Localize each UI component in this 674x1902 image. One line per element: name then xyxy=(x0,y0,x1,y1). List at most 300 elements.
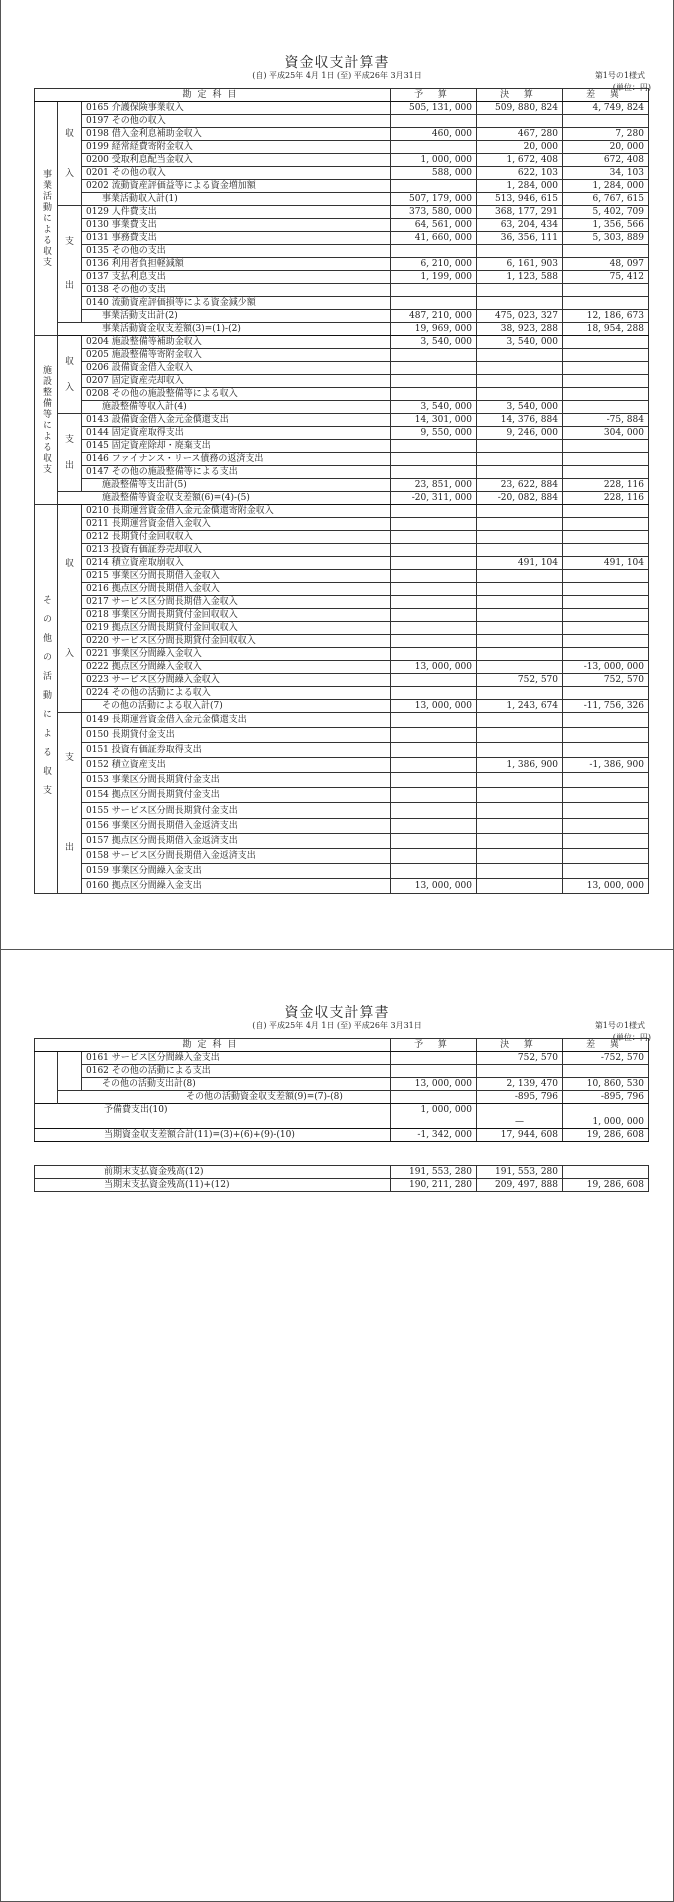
budget-value: 64, 561, 000 xyxy=(391,219,477,232)
actual-value: 209, 497, 888 xyxy=(477,1179,563,1192)
account-label: 0161 サービス区分間繰入金支出 xyxy=(82,1052,391,1065)
diff-value xyxy=(563,375,649,388)
subtotal-label: その他の活動による収入計(7) xyxy=(82,700,391,713)
account-label: 0147 その他の施設整備等による支出 xyxy=(82,466,391,479)
table-row xyxy=(35,128,649,141)
diff-value xyxy=(563,863,649,878)
table-row xyxy=(35,583,649,596)
section-label-cell xyxy=(35,1052,58,1104)
actual-value: 1, 243, 674 xyxy=(477,700,563,713)
actual-value xyxy=(477,833,563,848)
actual-value: 2, 139, 470 xyxy=(477,1078,563,1091)
budget-value xyxy=(391,743,477,758)
period: (自) 平成25年 4月 1日 (至) 平成26年 3月31日 xyxy=(252,1021,422,1030)
account-label: 0157 拠点区分間長期借入金返済支出 xyxy=(82,833,391,848)
diff-value xyxy=(563,518,649,531)
actual-value xyxy=(477,609,563,622)
table-row xyxy=(35,648,649,661)
diff-value: -11, 756, 326 xyxy=(563,700,649,713)
diff-value: 34, 103 xyxy=(563,167,649,180)
account-label: 0146 ファイナンス・リース債務の返済支出 xyxy=(82,453,391,466)
budget-value: 41, 660, 000 xyxy=(391,232,477,245)
diff-value: 13, 000, 000 xyxy=(563,878,649,893)
account-label: 0220 サービス区分間長期貸付金回収収入 xyxy=(82,635,391,648)
diff-value: 18, 954, 288 xyxy=(563,323,649,336)
account-label: 0158 サービス区分間長期借入金返済支出 xyxy=(82,848,391,863)
budget-value: 9, 550, 000 xyxy=(391,427,477,440)
actual-value: 23, 622, 884 xyxy=(477,479,563,492)
diff-value xyxy=(563,833,649,848)
expense-group-label-char: 支 xyxy=(64,434,74,445)
actual-value: 6, 161, 903 xyxy=(477,258,563,271)
actual-value: 17, 944, 608 xyxy=(477,1129,563,1142)
diff-value: 5, 402, 709 xyxy=(563,206,649,219)
table-row xyxy=(35,232,649,245)
diff-value: -13, 000, 000 xyxy=(563,661,649,674)
table-row xyxy=(35,167,649,180)
actual-value: 20, 000 xyxy=(477,141,563,154)
actual-value: 38, 923, 288 xyxy=(477,323,563,336)
actual-value xyxy=(477,583,563,596)
budget-value xyxy=(391,362,477,375)
actual-value xyxy=(477,349,563,362)
table-row xyxy=(35,440,649,453)
table-row xyxy=(35,687,649,700)
actual-value xyxy=(477,388,563,401)
subtotal-row xyxy=(35,700,649,713)
header-account: 勘定科目 xyxy=(35,89,391,102)
budget-value xyxy=(391,713,477,728)
account-label: 0200 受取利息配当金収入 xyxy=(82,154,391,167)
diff-value: -75, 884 xyxy=(563,414,649,427)
diff-value xyxy=(563,336,649,349)
diff-value: 491, 104 xyxy=(563,557,649,570)
budget-value: 13, 000, 000 xyxy=(391,878,477,893)
income-group-label-char: 収 xyxy=(64,356,74,367)
table-header xyxy=(35,89,649,102)
table-row xyxy=(35,414,649,427)
diff-value xyxy=(563,362,649,375)
budget-value xyxy=(391,609,477,622)
diff-value: 75, 412 xyxy=(563,271,649,284)
actual-value xyxy=(477,803,563,818)
account-label: 0217 サービス区分間長期借入金収入 xyxy=(82,596,391,609)
actual-value xyxy=(477,661,563,674)
budget-value: 13, 000, 000 xyxy=(391,661,477,674)
actual-value xyxy=(477,440,563,453)
account-label: 0216 拠点区分間長期借入金収入 xyxy=(82,583,391,596)
table-row xyxy=(35,728,649,743)
budget-value: -1, 342, 000 xyxy=(391,1129,477,1142)
expense-group-label-char: 出 xyxy=(64,460,74,471)
budget-value xyxy=(391,388,477,401)
diff-value xyxy=(563,635,649,648)
diff-value xyxy=(563,596,649,609)
budget-value: 460, 000 xyxy=(391,128,477,141)
account-label: 0212 長期貸付金回収収入 xyxy=(82,531,391,544)
diff-value xyxy=(563,570,649,583)
section-label-text: その他の活動による収支 xyxy=(41,594,51,804)
account-label: 0143 設備資金借入金元金償還支出 xyxy=(82,414,391,427)
document-title: 資金収支計算書 xyxy=(284,1005,390,1021)
table-row xyxy=(35,258,649,271)
account-label: 0153 事業区分間長期貸付金支出 xyxy=(82,773,391,788)
account-label: 0218 事業区分間長期貸付金回収収入 xyxy=(82,609,391,622)
account-label: 0130 事業費支出 xyxy=(82,219,391,232)
account-label: 0131 事務費支出 xyxy=(82,232,391,245)
table-row xyxy=(35,878,649,893)
table-row xyxy=(35,1052,649,1065)
diff-value xyxy=(563,1065,649,1078)
actual-value xyxy=(477,518,563,531)
account-label: 0222 拠点区分間繰入金収入 xyxy=(82,661,391,674)
diff-value: 19, 286, 608 xyxy=(563,1179,649,1192)
budget-value: 3, 540, 000 xyxy=(391,336,477,349)
table-row xyxy=(35,206,649,219)
page-2 xyxy=(0,950,674,1902)
table-row xyxy=(35,788,649,803)
actual-value xyxy=(477,570,563,583)
account-label: 0150 長期貸付金支出 xyxy=(82,728,391,743)
table-row xyxy=(35,622,649,635)
diff-value: 4, 749, 824 xyxy=(563,102,649,115)
section-label-other xyxy=(35,505,58,894)
account-label: 0221 事業区分間繰入金収入 xyxy=(82,648,391,661)
account-label: 0207 固定資産売却収入 xyxy=(82,375,391,388)
expense-group-label-char: 出 xyxy=(64,843,74,853)
diff-value xyxy=(563,453,649,466)
budget-value: -20, 311, 000 xyxy=(391,492,477,505)
budget-value xyxy=(391,833,477,848)
budget-value: 1, 000, 000 xyxy=(391,1104,477,1129)
table-row xyxy=(35,635,649,648)
subtotal-row xyxy=(35,401,649,414)
budget-value: 1, 000, 000 xyxy=(391,154,477,167)
balance-row xyxy=(35,492,649,505)
subtotal-label: 施設整備等収入計(4) xyxy=(82,401,391,414)
document-title: 資金収支計算書 xyxy=(284,55,390,71)
budget-value xyxy=(391,674,477,687)
actual-value xyxy=(477,743,563,758)
balance-label: 事業活動資金収支差額(3)=(1)-(2) xyxy=(58,323,391,336)
account-label: 0140 流動資産評価損等による資金減少額 xyxy=(82,297,391,310)
budget-value xyxy=(391,803,477,818)
budget-value: 487, 210, 000 xyxy=(391,310,477,323)
actual-value xyxy=(477,544,563,557)
diff-value: -895, 796 xyxy=(563,1091,649,1104)
actual-value: -895, 796 xyxy=(477,1091,563,1104)
subtotal-label: 事業活動収入計(1) xyxy=(82,193,391,206)
actual-value xyxy=(477,115,563,128)
grand-total-label: 当期資金収支差額合計(11)=(3)+(6)+(9)-(10) xyxy=(35,1129,391,1142)
income-group-label xyxy=(58,505,82,713)
table-row xyxy=(35,570,649,583)
diff-value xyxy=(563,818,649,833)
diff-value xyxy=(563,440,649,453)
prev-balance-label: 前期末支払資金残高(12) xyxy=(35,1166,391,1179)
diff-value xyxy=(563,583,649,596)
actual-value: 475, 023, 327 xyxy=(477,310,563,323)
table-row xyxy=(35,362,649,375)
actual-value: 752, 570 xyxy=(477,674,563,687)
actual-value xyxy=(477,622,563,635)
actual-value xyxy=(477,728,563,743)
expense-group-label xyxy=(58,713,82,894)
header-account: 勘定科目 xyxy=(35,1039,391,1052)
budget-value: 588, 000 xyxy=(391,167,477,180)
subtotal-label: その他の活動支出計(8) xyxy=(82,1078,391,1091)
account-label: 0211 長期運営資金借入金収入 xyxy=(82,518,391,531)
diff-value: 12, 186, 673 xyxy=(563,310,649,323)
account-label: 0205 施設整備等寄附金収入 xyxy=(82,349,391,362)
diff-value: -1, 386, 900 xyxy=(563,758,649,773)
actual-value xyxy=(477,531,563,544)
diff-value: 10, 860, 530 xyxy=(563,1078,649,1091)
table-row xyxy=(35,297,649,310)
table-row xyxy=(35,180,649,193)
section-label-text: 施設整備等による収支 xyxy=(41,365,51,475)
actual-value: 3, 540, 000 xyxy=(477,401,563,414)
diff-value: 672, 408 xyxy=(563,154,649,167)
actual-value: 752, 570 xyxy=(477,1052,563,1065)
table-row xyxy=(35,773,649,788)
income-group-label-char: 入 xyxy=(64,168,74,179)
diff-value: 5, 303, 889 xyxy=(563,232,649,245)
group-label-cell xyxy=(58,1052,82,1091)
table-row xyxy=(35,284,649,297)
actual-value xyxy=(477,713,563,728)
diff-value: 304, 000 xyxy=(563,427,649,440)
account-label: 0156 事業区分間長期借入金返済支出 xyxy=(82,818,391,833)
reserve-label: 予備費支出(10) xyxy=(35,1104,391,1129)
subtotal-row xyxy=(35,1078,649,1091)
diff-value xyxy=(563,1166,649,1179)
budget-value xyxy=(391,115,477,128)
budget-value: 6, 210, 000 xyxy=(391,258,477,271)
table-row xyxy=(35,427,649,440)
table-row xyxy=(35,661,649,674)
expense-group-label-char: 出 xyxy=(64,281,74,291)
reserve-row xyxy=(35,1104,649,1129)
diff-value xyxy=(563,728,649,743)
diff-value xyxy=(563,245,649,258)
budget-value xyxy=(391,141,477,154)
subtotal-label: 施設整備等支出計(5) xyxy=(82,479,391,492)
account-label: 0202 流動資産評価益等による資金増加額 xyxy=(82,180,391,193)
diff-value xyxy=(563,115,649,128)
table-row xyxy=(35,1065,649,1078)
actual-value: — xyxy=(477,1104,563,1129)
budget-value xyxy=(391,773,477,788)
actual-value xyxy=(477,245,563,258)
table-row xyxy=(35,848,649,863)
account-label: 0152 積立資産支出 xyxy=(82,758,391,773)
actual-value xyxy=(477,362,563,375)
diff-value xyxy=(563,713,649,728)
table-row xyxy=(35,102,649,115)
subtotal-row xyxy=(35,479,649,492)
account-label: 0165 介護保険事業収入 xyxy=(82,102,391,115)
budget-value xyxy=(391,505,477,518)
diff-value: 20, 000 xyxy=(563,141,649,154)
budget-value: 1, 199, 000 xyxy=(391,271,477,284)
diff-value: 1, 000, 000 xyxy=(563,1104,649,1129)
section-label-facility xyxy=(35,336,58,505)
table-row xyxy=(35,141,649,154)
budget-value: 191, 553, 280 xyxy=(391,1166,477,1179)
table-row xyxy=(35,833,649,848)
actual-value: 622, 103 xyxy=(477,167,563,180)
diff-value xyxy=(563,297,649,310)
table-row xyxy=(35,596,649,609)
account-label: 0138 その他の支出 xyxy=(82,284,391,297)
diff-value xyxy=(563,401,649,414)
actual-value xyxy=(477,818,563,833)
diff-value xyxy=(563,505,649,518)
actual-value xyxy=(477,648,563,661)
form-number: 第1号の1様式 xyxy=(594,1021,645,1030)
budget-value xyxy=(391,622,477,635)
actual-value: 1, 386, 900 xyxy=(477,758,563,773)
balance-row xyxy=(35,1091,649,1104)
budget-value xyxy=(391,284,477,297)
section-label-text: 事業活動による収支 xyxy=(41,169,51,268)
diff-value: 1, 284, 000 xyxy=(563,180,649,193)
curr-balance-label: 当期末支払資金残高(11)+(12) xyxy=(35,1179,391,1192)
income-group-label-char: 収 xyxy=(64,558,74,569)
account-label: 0197 その他の収入 xyxy=(82,115,391,128)
cashflow-table-continued xyxy=(34,1038,649,1142)
account-label: 0214 積立資産取崩収入 xyxy=(82,557,391,570)
table-row xyxy=(35,544,649,557)
diff-value: 228, 116 xyxy=(563,492,649,505)
account-label: 0208 その他の施設整備等による収入 xyxy=(82,388,391,401)
actual-value xyxy=(477,596,563,609)
budget-value xyxy=(391,440,477,453)
actual-value xyxy=(477,773,563,788)
actual-value xyxy=(477,1065,563,1078)
actual-value: 1, 284, 000 xyxy=(477,180,563,193)
table-row xyxy=(35,818,649,833)
actual-value xyxy=(477,687,563,700)
account-label: 0129 人件費支出 xyxy=(82,206,391,219)
account-label: 0160 拠点区分間繰入金支出 xyxy=(82,878,391,893)
budget-value: 13, 000, 000 xyxy=(391,700,477,713)
budget-value xyxy=(391,758,477,773)
account-label: 0149 長期運営資金借入金元金償還支出 xyxy=(82,713,391,728)
budget-value xyxy=(391,557,477,570)
curr-balance-row xyxy=(35,1179,649,1192)
budget-value xyxy=(391,1091,477,1104)
unit-label: (単位：円) xyxy=(612,1033,651,1042)
actual-value: 36, 356, 111 xyxy=(477,232,563,245)
account-label: 0206 設備資金借入金収入 xyxy=(82,362,391,375)
diff-value xyxy=(563,803,649,818)
table-row xyxy=(35,674,649,687)
income-group-label-char: 収 xyxy=(64,128,74,139)
table-row xyxy=(35,518,649,531)
budget-value: 23, 851, 000 xyxy=(391,479,477,492)
account-label: 0198 借入金利息補助金収入 xyxy=(82,128,391,141)
actual-value: 368, 177, 291 xyxy=(477,206,563,219)
actual-value: 14, 376, 884 xyxy=(477,414,563,427)
account-label: 0215 事業区分間長期借入金収入 xyxy=(82,570,391,583)
diff-value xyxy=(563,349,649,362)
diff-value xyxy=(563,284,649,297)
subtotal-row xyxy=(35,193,649,206)
budget-value xyxy=(391,466,477,479)
actual-value xyxy=(477,788,563,803)
budget-value xyxy=(391,518,477,531)
actual-value: 513, 946, 615 xyxy=(477,193,563,206)
diff-value xyxy=(563,773,649,788)
header-actual: 決 算 xyxy=(477,1039,563,1052)
budget-value: 190, 211, 280 xyxy=(391,1179,477,1192)
diff-value xyxy=(563,388,649,401)
actual-value: 467, 280 xyxy=(477,128,563,141)
table-row xyxy=(35,154,649,167)
subtotal-row xyxy=(35,310,649,323)
table-row xyxy=(35,349,649,362)
diff-value: 19, 286, 608 xyxy=(563,1129,649,1142)
account-label: 0155 サービス区分間長期貸付金支出 xyxy=(82,803,391,818)
budget-value xyxy=(391,648,477,661)
account-label: 0162 その他の活動による支出 xyxy=(82,1065,391,1078)
income-group-label-char: 入 xyxy=(64,382,74,393)
account-label: 0137 支払利息支出 xyxy=(82,271,391,284)
actual-value: 1, 123, 588 xyxy=(477,271,563,284)
table-row xyxy=(35,713,649,728)
budget-value xyxy=(391,635,477,648)
income-group-label-char: 入 xyxy=(64,648,74,659)
budget-value xyxy=(391,375,477,388)
income-group-label xyxy=(58,102,82,206)
diff-value xyxy=(563,544,649,557)
table-row xyxy=(35,863,649,878)
table-row xyxy=(35,557,649,570)
actual-value: 491, 104 xyxy=(477,557,563,570)
balance-label: その他の活動資金収支差額(9)=(7)-(8) xyxy=(58,1091,391,1104)
table-row xyxy=(35,531,649,544)
account-label: 0136 利用者負担軽減額 xyxy=(82,258,391,271)
budget-value xyxy=(391,1052,477,1065)
table-row xyxy=(35,453,649,466)
table-header xyxy=(35,1039,649,1052)
budget-value xyxy=(391,349,477,362)
table-row xyxy=(35,219,649,232)
table-row xyxy=(35,271,649,284)
actual-value: 63, 204, 434 xyxy=(477,219,563,232)
table-row xyxy=(35,388,649,401)
actual-value xyxy=(477,878,563,893)
table-row xyxy=(35,743,649,758)
table-row xyxy=(35,758,649,773)
account-label: 0159 事業区分間繰入金支出 xyxy=(82,863,391,878)
grand-total-row xyxy=(35,1129,649,1142)
actual-value: 9, 246, 000 xyxy=(477,427,563,440)
actual-value xyxy=(477,863,563,878)
income-group-label xyxy=(58,336,82,414)
budget-value xyxy=(391,596,477,609)
diff-value xyxy=(563,609,649,622)
diff-value xyxy=(563,743,649,758)
subtotal-label: 事業活動支出計(2) xyxy=(82,310,391,323)
diff-value: 228, 116 xyxy=(563,479,649,492)
budget-value: 13, 000, 000 xyxy=(391,1078,477,1091)
table-row xyxy=(35,803,649,818)
account-label: 0135 その他の支出 xyxy=(82,245,391,258)
table-row xyxy=(35,336,649,349)
